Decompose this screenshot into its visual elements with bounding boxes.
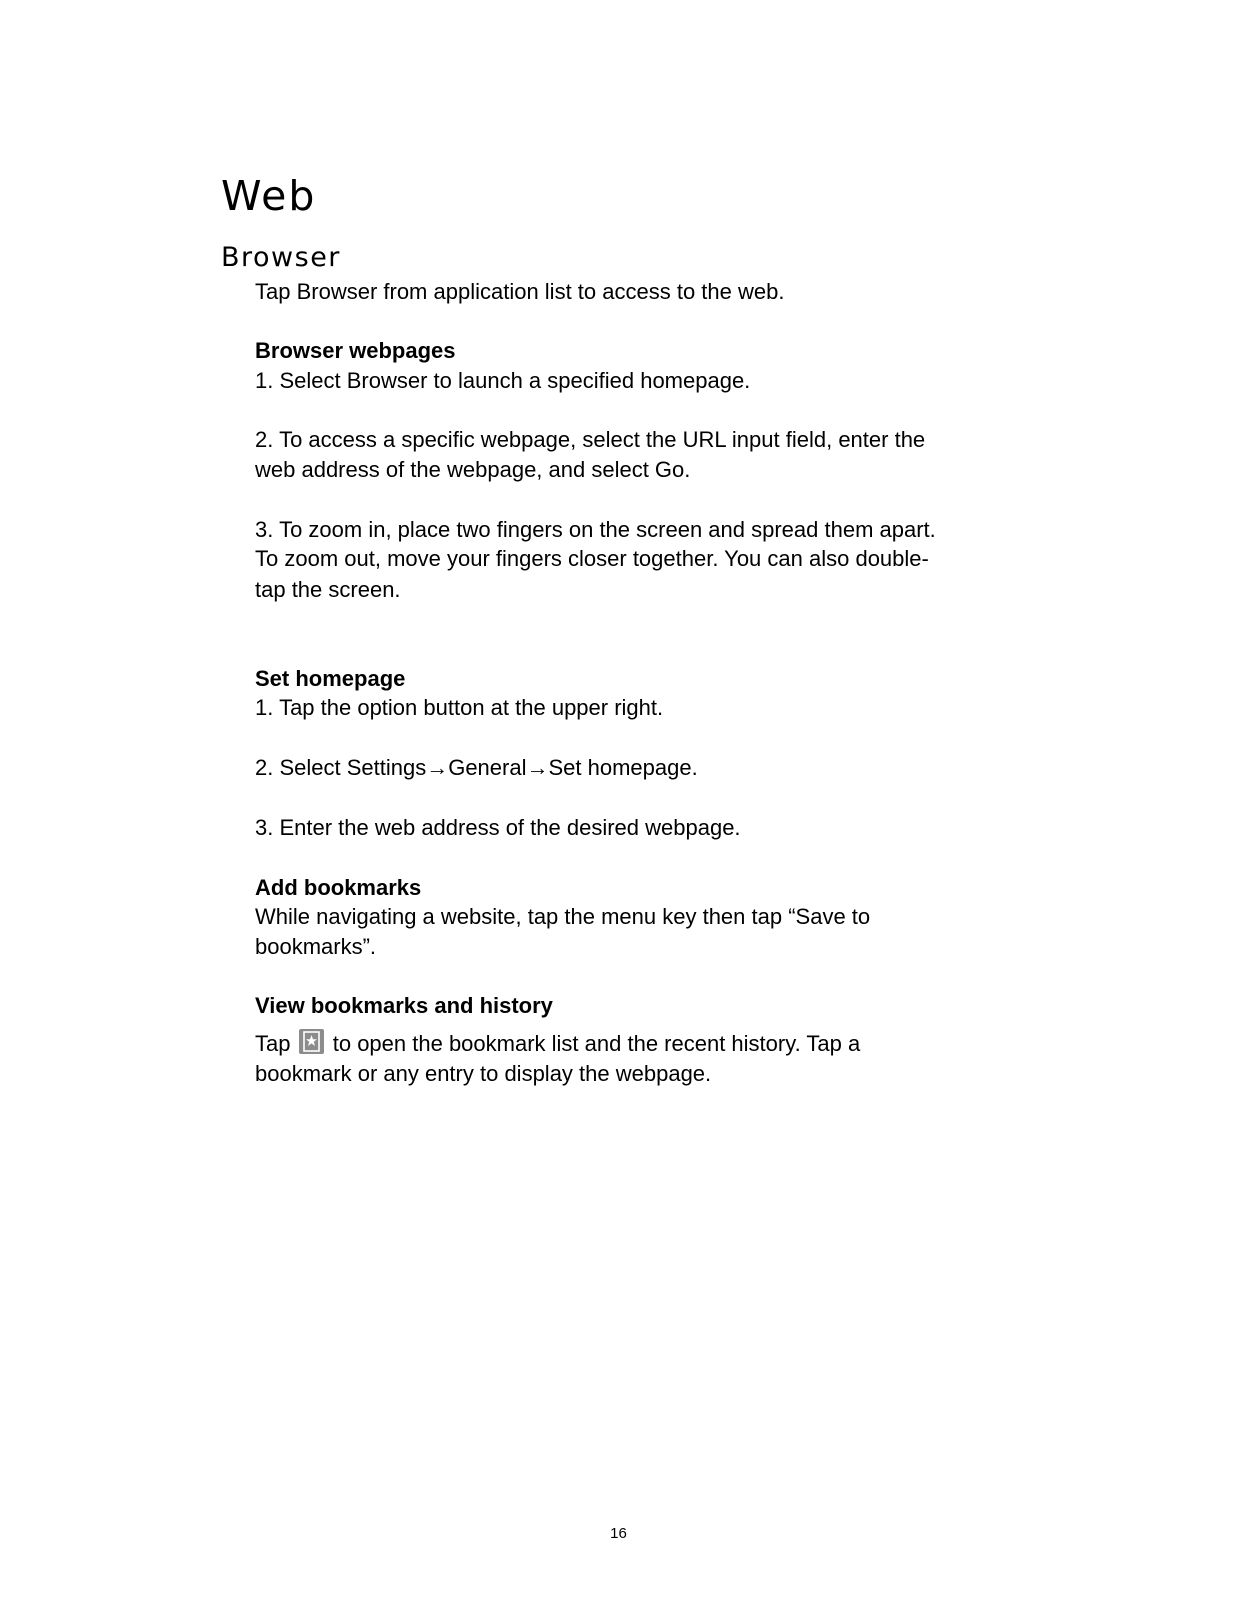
- view-bookmarks-heading: View bookmarks and history: [255, 993, 553, 1018]
- add-bookmarks-line-1: While navigating a website, tap the menu key then tap “Save to: [255, 904, 871, 929]
- view-bookmarks-rest-text: to open the bookmark list and the recent history. Tap a: [332, 1031, 861, 1056]
- add-bookmarks-heading: Add bookmarks: [255, 875, 422, 900]
- view-bookmarks-line-1: [255, 1029, 860, 1059]
- set-homepage-heading: Set homepage: [255, 666, 406, 691]
- browser-webpages-step-3-line-1: 3. To zoom in, place two fingers on the screen and spread them apart.: [255, 517, 936, 542]
- set-homepage-step-3: 3. Enter the web address of the desired webpage.: [255, 815, 741, 840]
- browser-webpages-step-2-line-2: web address of the webpage, and select Go.: [255, 457, 691, 482]
- view-bookmarks-tap-text: Tap: [255, 1031, 291, 1056]
- browser-webpages-step-3-line-2: To zoom out, move your fingers closer together. You can also double-: [255, 546, 929, 571]
- browser-webpages-step-1: 1. Select Browser to launch a specified homepage.: [255, 368, 751, 393]
- browser-webpages-heading: Browser webpages: [255, 338, 456, 363]
- set-homepage-step-1: 1. Tap the option button at the upper right.: [255, 695, 664, 720]
- section-title: Browser: [221, 242, 341, 273]
- intro-text: Tap Browser from application list to access to the web.: [255, 279, 785, 304]
- bookmark-icon: [299, 1029, 324, 1054]
- view-bookmarks-line-2: bookmark or any entry to display the webpage.: [255, 1061, 712, 1086]
- add-bookmarks-line-2: bookmarks”.: [255, 934, 377, 959]
- browser-webpages-step-2-line-1: 2. To access a specific webpage, select the URL input field, enter the: [255, 427, 926, 452]
- page-title: Web: [221, 172, 317, 220]
- browser-webpages-step-3-line-3: tap the screen.: [255, 577, 401, 602]
- set-homepage-step-2: 2. Select Settings→General→Set homepage.: [255, 755, 698, 780]
- page-number: 16: [610, 1525, 627, 1542]
